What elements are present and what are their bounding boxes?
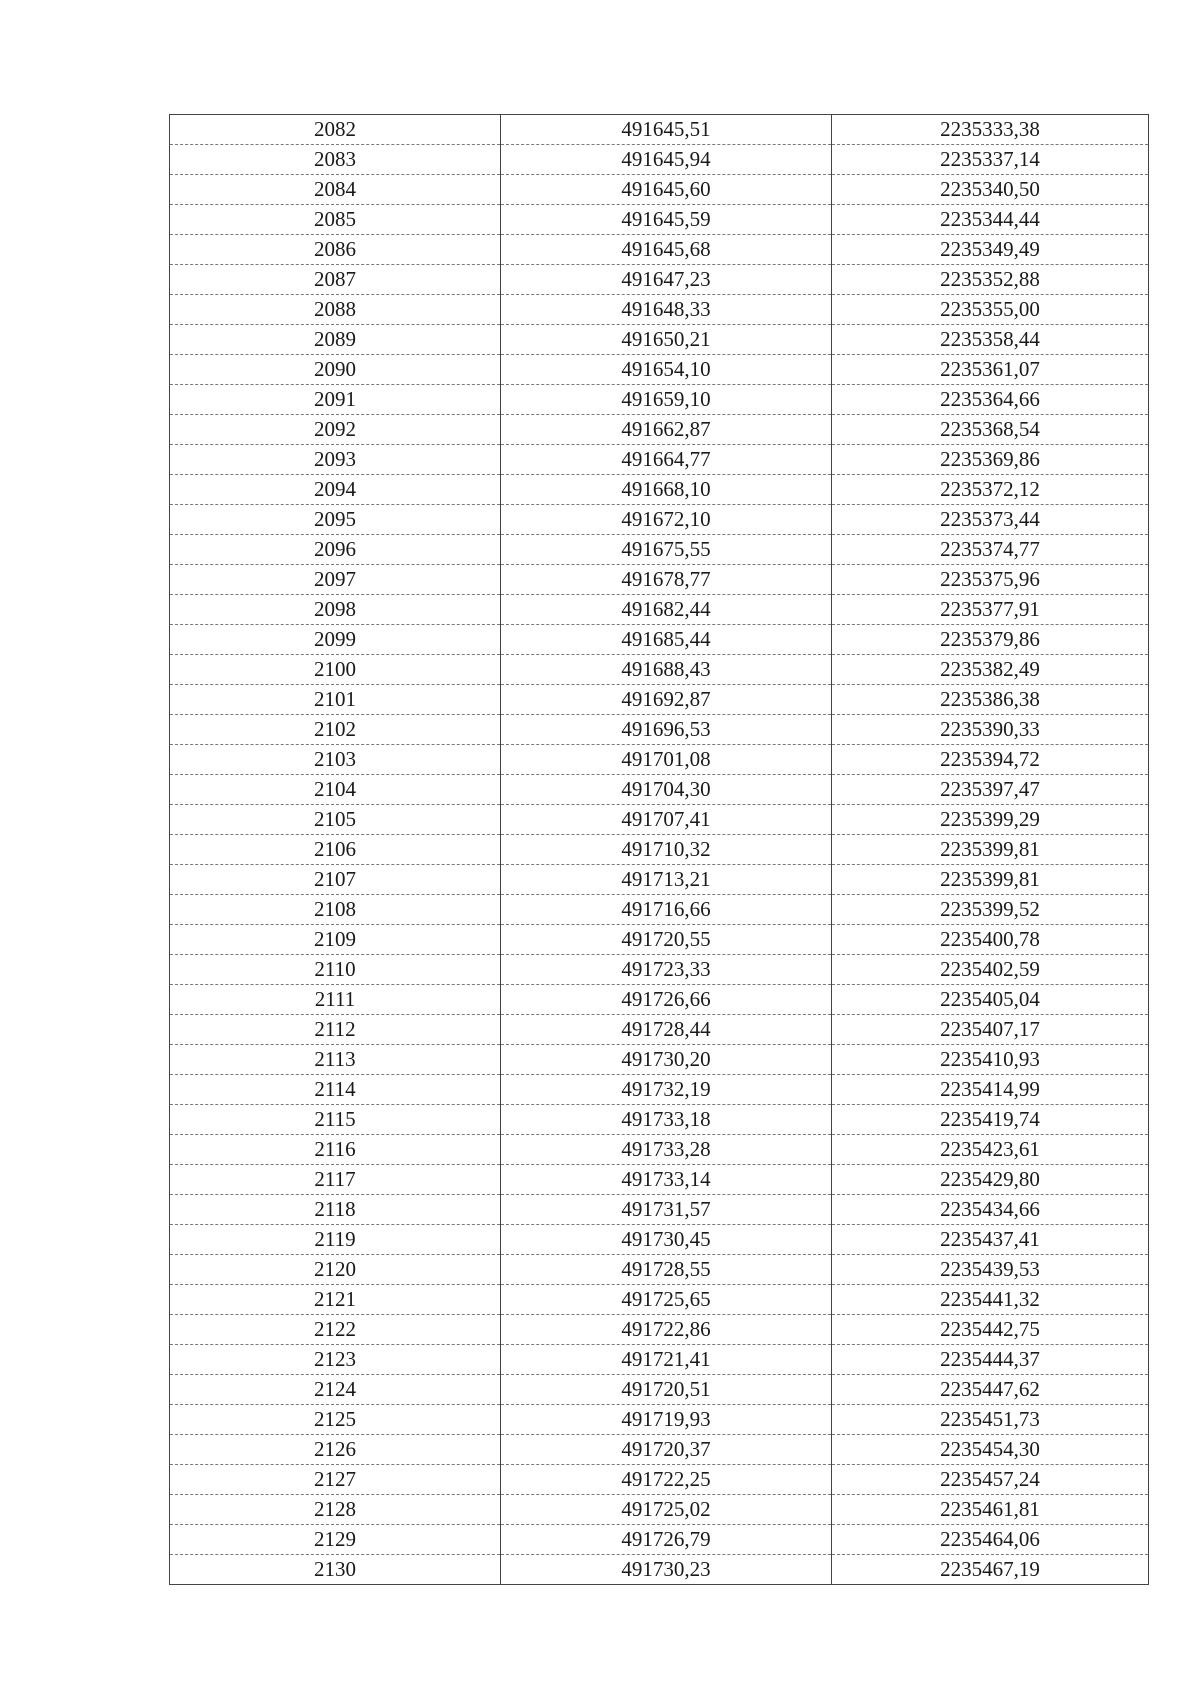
point-number-cell: 2096 <box>170 535 501 565</box>
y-coordinate-cell: 2235394,72 <box>832 745 1149 775</box>
x-coordinate-cell: 491654,10 <box>501 355 832 385</box>
y-coordinate-cell: 2235454,30 <box>832 1435 1149 1465</box>
x-coordinate-cell: 491675,55 <box>501 535 832 565</box>
point-number-cell: 2112 <box>170 1015 501 1045</box>
table-row <box>170 895 1149 925</box>
y-coordinate-cell: 2235461,81 <box>832 1495 1149 1525</box>
y-coordinate-cell: 2235467,19 <box>832 1555 1149 1585</box>
table-row <box>170 1075 1149 1105</box>
x-coordinate-cell: 491726,79 <box>501 1525 832 1555</box>
x-coordinate-cell: 491725,65 <box>501 1285 832 1315</box>
x-coordinate-cell: 491730,45 <box>501 1225 832 1255</box>
table-row <box>170 835 1149 865</box>
table-row <box>170 1465 1149 1495</box>
x-coordinate-cell: 491713,21 <box>501 865 832 895</box>
point-number-cell: 2091 <box>170 385 501 415</box>
x-coordinate-cell: 491720,51 <box>501 1375 832 1405</box>
table-row <box>170 205 1149 235</box>
x-coordinate-cell: 491672,10 <box>501 505 832 535</box>
coordinates-table <box>169 114 1149 1585</box>
point-number-cell: 2115 <box>170 1105 501 1135</box>
y-coordinate-cell: 2235358,44 <box>832 325 1149 355</box>
y-coordinate-cell: 2235369,86 <box>832 445 1149 475</box>
point-number-cell: 2099 <box>170 625 501 655</box>
point-number-cell: 2087 <box>170 265 501 295</box>
x-coordinate-cell: 491664,77 <box>501 445 832 475</box>
x-coordinate-cell: 491710,32 <box>501 835 832 865</box>
table-row <box>170 1375 1149 1405</box>
x-coordinate-cell: 491692,87 <box>501 685 832 715</box>
table-row <box>170 1435 1149 1465</box>
y-coordinate-cell: 2235447,62 <box>832 1375 1149 1405</box>
table-row <box>170 925 1149 955</box>
y-coordinate-cell: 2235457,24 <box>832 1465 1149 1495</box>
x-coordinate-cell: 491645,68 <box>501 235 832 265</box>
y-coordinate-cell: 2235464,06 <box>832 1525 1149 1555</box>
y-coordinate-cell: 2235355,00 <box>832 295 1149 325</box>
table-row <box>170 865 1149 895</box>
table-row <box>170 775 1149 805</box>
point-number-cell: 2095 <box>170 505 501 535</box>
x-coordinate-cell: 491720,37 <box>501 1435 832 1465</box>
point-number-cell: 2083 <box>170 145 501 175</box>
x-coordinate-cell: 491719,93 <box>501 1405 832 1435</box>
y-coordinate-cell: 2235340,50 <box>832 175 1149 205</box>
x-coordinate-cell: 491733,14 <box>501 1165 832 1195</box>
y-coordinate-cell: 2235399,81 <box>832 865 1149 895</box>
table-row <box>170 325 1149 355</box>
y-coordinate-cell: 2235437,41 <box>832 1225 1149 1255</box>
point-number-cell: 2100 <box>170 655 501 685</box>
point-number-cell: 2109 <box>170 925 501 955</box>
y-coordinate-cell: 2235373,44 <box>832 505 1149 535</box>
y-coordinate-cell: 2235382,49 <box>832 655 1149 685</box>
y-coordinate-cell: 2235429,80 <box>832 1165 1149 1195</box>
table-row <box>170 985 1149 1015</box>
table-row <box>170 1135 1149 1165</box>
y-coordinate-cell: 2235402,59 <box>832 955 1149 985</box>
table-row <box>170 1495 1149 1525</box>
x-coordinate-cell: 491721,41 <box>501 1345 832 1375</box>
table-row <box>170 1225 1149 1255</box>
x-coordinate-cell: 491647,23 <box>501 265 832 295</box>
y-coordinate-cell: 2235361,07 <box>832 355 1149 385</box>
y-coordinate-cell: 2235390,33 <box>832 715 1149 745</box>
x-coordinate-cell: 491701,08 <box>501 745 832 775</box>
x-coordinate-cell: 491688,43 <box>501 655 832 685</box>
y-coordinate-cell: 2235379,86 <box>832 625 1149 655</box>
point-number-cell: 2129 <box>170 1525 501 1555</box>
y-coordinate-cell: 2235397,47 <box>832 775 1149 805</box>
table-row <box>170 1015 1149 1045</box>
table-row <box>170 685 1149 715</box>
table-row <box>170 1345 1149 1375</box>
y-coordinate-cell: 2235364,66 <box>832 385 1149 415</box>
y-coordinate-cell: 2235352,88 <box>832 265 1149 295</box>
y-coordinate-cell: 2235423,61 <box>832 1135 1149 1165</box>
table-row <box>170 445 1149 475</box>
x-coordinate-cell: 491659,10 <box>501 385 832 415</box>
y-coordinate-cell: 2235400,78 <box>832 925 1149 955</box>
point-number-cell: 2094 <box>170 475 501 505</box>
x-coordinate-cell: 491645,94 <box>501 145 832 175</box>
point-number-cell: 2106 <box>170 835 501 865</box>
table-row <box>170 145 1149 175</box>
table-row <box>170 175 1149 205</box>
table-row <box>170 295 1149 325</box>
table-row <box>170 1285 1149 1315</box>
y-coordinate-cell: 2235419,74 <box>832 1105 1149 1135</box>
point-number-cell: 2088 <box>170 295 501 325</box>
table-row <box>170 1105 1149 1135</box>
y-coordinate-cell: 2235372,12 <box>832 475 1149 505</box>
x-coordinate-cell: 491650,21 <box>501 325 832 355</box>
table-row <box>170 655 1149 685</box>
point-number-cell: 2130 <box>170 1555 501 1585</box>
x-coordinate-cell: 491662,87 <box>501 415 832 445</box>
y-coordinate-cell: 2235451,73 <box>832 1405 1149 1435</box>
table-row <box>170 1405 1149 1435</box>
point-number-cell: 2124 <box>170 1375 501 1405</box>
y-coordinate-cell: 2235333,38 <box>832 115 1149 145</box>
x-coordinate-cell: 491726,66 <box>501 985 832 1015</box>
table-row <box>170 1525 1149 1555</box>
x-coordinate-cell: 491682,44 <box>501 595 832 625</box>
y-coordinate-cell: 2235386,38 <box>832 685 1149 715</box>
point-number-cell: 2114 <box>170 1075 501 1105</box>
x-coordinate-cell: 491728,55 <box>501 1255 832 1285</box>
point-number-cell: 2118 <box>170 1195 501 1225</box>
x-coordinate-cell: 491678,77 <box>501 565 832 595</box>
table-row <box>170 625 1149 655</box>
x-coordinate-cell: 491704,30 <box>501 775 832 805</box>
x-coordinate-cell: 491732,19 <box>501 1075 832 1105</box>
x-coordinate-cell: 491645,51 <box>501 115 832 145</box>
point-number-cell: 2128 <box>170 1495 501 1525</box>
point-number-cell: 2108 <box>170 895 501 925</box>
x-coordinate-cell: 491707,41 <box>501 805 832 835</box>
y-coordinate-cell: 2235414,99 <box>832 1075 1149 1105</box>
table-row <box>170 1555 1149 1585</box>
table-row <box>170 415 1149 445</box>
table-row <box>170 745 1149 775</box>
point-number-cell: 2101 <box>170 685 501 715</box>
table-row <box>170 1045 1149 1075</box>
point-number-cell: 2127 <box>170 1465 501 1495</box>
y-coordinate-cell: 2235368,54 <box>832 415 1149 445</box>
y-coordinate-cell: 2235399,29 <box>832 805 1149 835</box>
point-number-cell: 2085 <box>170 205 501 235</box>
x-coordinate-cell: 491722,25 <box>501 1465 832 1495</box>
x-coordinate-cell: 491685,44 <box>501 625 832 655</box>
table-row <box>170 265 1149 295</box>
table-row <box>170 1165 1149 1195</box>
table-row <box>170 355 1149 385</box>
point-number-cell: 2107 <box>170 865 501 895</box>
point-number-cell: 2089 <box>170 325 501 355</box>
x-coordinate-cell: 491723,33 <box>501 955 832 985</box>
point-number-cell: 2116 <box>170 1135 501 1165</box>
x-coordinate-cell: 491731,57 <box>501 1195 832 1225</box>
point-number-cell: 2104 <box>170 775 501 805</box>
y-coordinate-cell: 2235375,96 <box>832 565 1149 595</box>
x-coordinate-cell: 491733,28 <box>501 1135 832 1165</box>
point-number-cell: 2090 <box>170 355 501 385</box>
x-coordinate-cell: 491730,20 <box>501 1045 832 1075</box>
y-coordinate-cell: 2235434,66 <box>832 1195 1149 1225</box>
point-number-cell: 2102 <box>170 715 501 745</box>
table-row <box>170 235 1149 265</box>
point-number-cell: 2093 <box>170 445 501 475</box>
table-row <box>170 475 1149 505</box>
y-coordinate-cell: 2235444,37 <box>832 1345 1149 1375</box>
point-number-cell: 2110 <box>170 955 501 985</box>
x-coordinate-cell: 491730,23 <box>501 1555 832 1585</box>
x-coordinate-cell: 491725,02 <box>501 1495 832 1525</box>
point-number-cell: 2097 <box>170 565 501 595</box>
y-coordinate-cell: 2235441,32 <box>832 1285 1149 1315</box>
table-row <box>170 805 1149 835</box>
y-coordinate-cell: 2235439,53 <box>832 1255 1149 1285</box>
x-coordinate-cell: 491645,59 <box>501 205 832 235</box>
table-row <box>170 385 1149 415</box>
x-coordinate-cell: 491648,33 <box>501 295 832 325</box>
point-number-cell: 2121 <box>170 1285 501 1315</box>
point-number-cell: 2082 <box>170 115 501 145</box>
table-row <box>170 595 1149 625</box>
y-coordinate-cell: 2235407,17 <box>832 1015 1149 1045</box>
point-number-cell: 2103 <box>170 745 501 775</box>
table-row <box>170 1255 1149 1285</box>
table-row <box>170 535 1149 565</box>
point-number-cell: 2123 <box>170 1345 501 1375</box>
point-number-cell: 2092 <box>170 415 501 445</box>
table-row <box>170 955 1149 985</box>
x-coordinate-cell: 491645,60 <box>501 175 832 205</box>
table-row <box>170 1315 1149 1345</box>
table-row <box>170 1195 1149 1225</box>
table-row <box>170 115 1149 145</box>
x-coordinate-cell: 491720,55 <box>501 925 832 955</box>
y-coordinate-cell: 2235349,49 <box>832 235 1149 265</box>
point-number-cell: 2098 <box>170 595 501 625</box>
table-row <box>170 565 1149 595</box>
point-number-cell: 2126 <box>170 1435 501 1465</box>
point-number-cell: 2117 <box>170 1165 501 1195</box>
point-number-cell: 2113 <box>170 1045 501 1075</box>
table-row <box>170 505 1149 535</box>
x-coordinate-cell: 491733,18 <box>501 1105 832 1135</box>
y-coordinate-cell: 2235410,93 <box>832 1045 1149 1075</box>
point-number-cell: 2084 <box>170 175 501 205</box>
table-row <box>170 715 1149 745</box>
y-coordinate-cell: 2235374,77 <box>832 535 1149 565</box>
point-number-cell: 2105 <box>170 805 501 835</box>
y-coordinate-cell: 2235377,91 <box>832 595 1149 625</box>
point-number-cell: 2119 <box>170 1225 501 1255</box>
x-coordinate-cell: 491696,53 <box>501 715 832 745</box>
y-coordinate-cell: 2235399,52 <box>832 895 1149 925</box>
x-coordinate-cell: 491722,86 <box>501 1315 832 1345</box>
x-coordinate-cell: 491728,44 <box>501 1015 832 1045</box>
point-number-cell: 2122 <box>170 1315 501 1345</box>
x-coordinate-cell: 491716,66 <box>501 895 832 925</box>
x-coordinate-cell: 491668,10 <box>501 475 832 505</box>
y-coordinate-cell: 2235442,75 <box>832 1315 1149 1345</box>
coordinates-table-body <box>170 115 1149 1585</box>
point-number-cell: 2120 <box>170 1255 501 1285</box>
point-number-cell: 2111 <box>170 985 501 1015</box>
point-number-cell: 2125 <box>170 1405 501 1435</box>
y-coordinate-cell: 2235344,44 <box>832 205 1149 235</box>
y-coordinate-cell: 2235337,14 <box>832 145 1149 175</box>
y-coordinate-cell: 2235405,04 <box>832 985 1149 1015</box>
y-coordinate-cell: 2235399,81 <box>832 835 1149 865</box>
point-number-cell: 2086 <box>170 235 501 265</box>
